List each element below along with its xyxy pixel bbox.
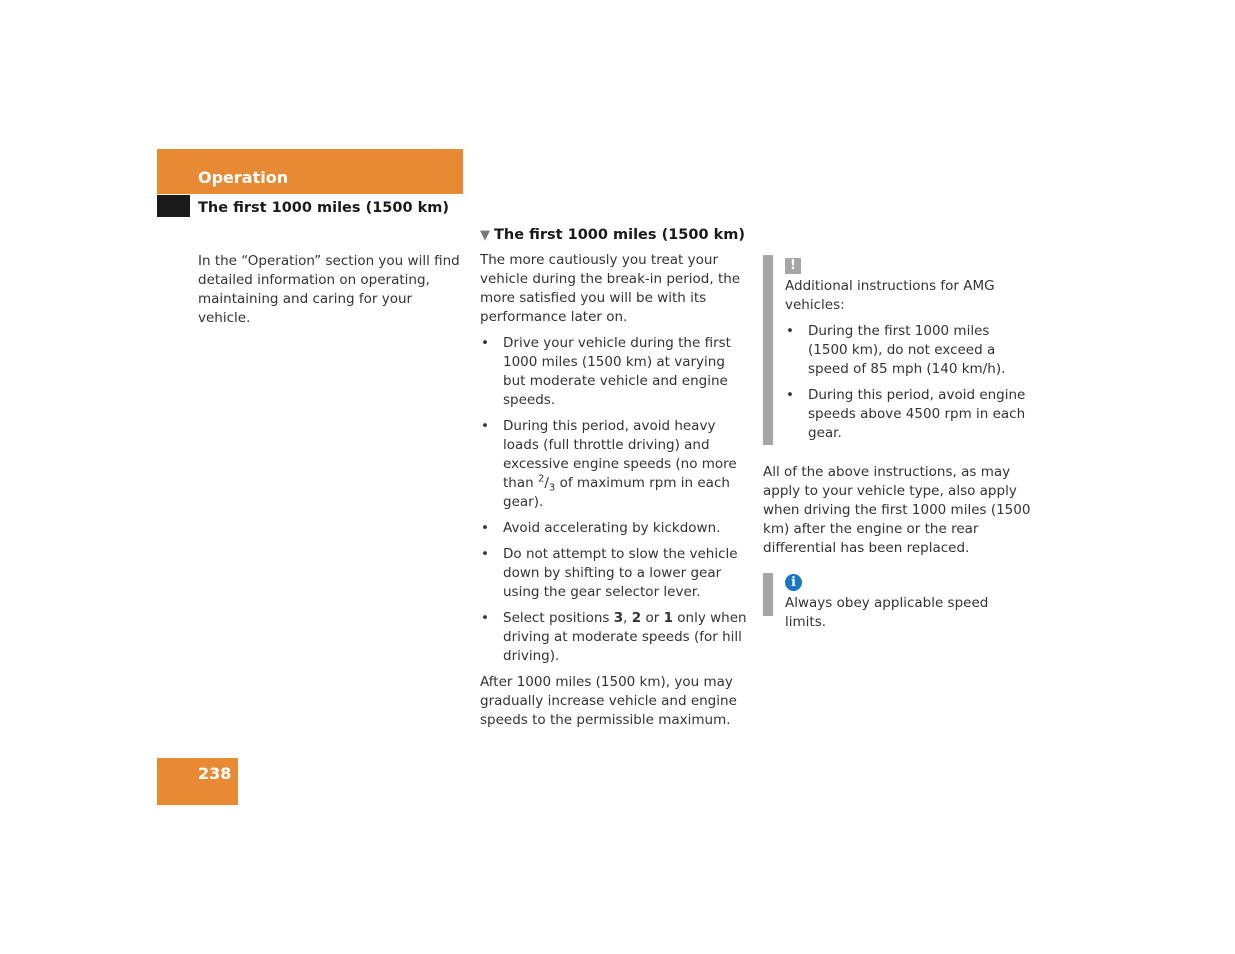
fraction-denominator: 3 <box>548 482 556 494</box>
all-above-paragraph: All of the above instructions, as may apply to your vehicle type, also apply when driving the first 1000 miles (1500 km) after the engine or the rear differential has been replaced. <box>763 464 1031 556</box>
position-2: 2 <box>631 610 642 626</box>
fraction-slash: / <box>544 475 549 491</box>
page-number: 238 <box>198 764 232 783</box>
notes-column <box>763 255 1031 630</box>
list-item: • Select positions 3, 2 or 1 only when driving at moderate speeds (for hill driving). <box>481 610 747 664</box>
position-3: 3 <box>613 610 624 626</box>
info-text: Always obey applicable speed limits. <box>785 595 989 630</box>
list-item: • During this period, avoid heavy loads (full throttle driving) and excessive engine speeds (no more than $^2/_3$ of maximum rpm in each gear). <box>481 418 737 510</box>
list-item: • Do not attempt to slow the vehicle down by shifting to a lower gear using the gear selector lever. <box>481 546 738 600</box>
bullet-icon: • <box>481 335 489 351</box>
list-item: • Avoid accelerating by kickdown. <box>481 520 721 536</box>
subsection-title: The first 1000 miles (1500 km) <box>198 200 449 216</box>
after-paragraph: After 1000 miles (1500 km), you may gradually increase vehicle and engine speeds to the permissible maximum. <box>480 674 737 728</box>
bullet-icon: • <box>786 323 794 339</box>
main-heading <box>480 226 748 245</box>
subsection-marker <box>157 195 190 217</box>
lead-paragraph: The more cautiously you treat your vehicle during the break-in period, the more satisfied you will be with its performance later on. <box>480 252 741 325</box>
list-item: • During this period, avoid engine speeds above 4500 rpm in each gear. <box>786 387 1026 441</box>
bullet-icon: • <box>481 418 489 434</box>
triangle-down-icon: ▼ <box>480 228 490 243</box>
main-heading-text: The first 1000 miles (1500 km) <box>494 227 745 243</box>
warning-note <box>763 255 1031 445</box>
bullet-icon: • <box>481 610 489 626</box>
note-rule <box>763 255 773 445</box>
bullet-icon: • <box>481 546 489 562</box>
warning-icon: ! <box>785 258 801 274</box>
warning-intro: Additional instructions for AMG vehicles: <box>785 278 995 313</box>
bullet-icon: • <box>481 520 489 536</box>
break-in-list <box>480 334 748 666</box>
intro-text: In the “Operation” section you will find detailed information on operating, maintaining and caring for your vehicle. <box>198 253 460 326</box>
list-item: • Drive your vehicle during the first 1000 miles (1500 km) at varying but moderate vehicle and engine speeds. <box>481 335 731 408</box>
main-column <box>480 226 748 730</box>
section-title: Operation <box>198 168 289 187</box>
list-item: • During the first 1000 miles (1500 km), do not exceed a speed of 85 mph (140 km/h). <box>786 323 1006 377</box>
note-rule <box>763 573 773 616</box>
info-note <box>763 573 1031 630</box>
amg-list <box>785 322 1031 443</box>
position-1: 1 <box>663 610 673 626</box>
fraction-numerator: 2 <box>537 473 545 485</box>
info-icon: i <box>785 574 802 591</box>
bullet-icon: • <box>786 387 794 403</box>
